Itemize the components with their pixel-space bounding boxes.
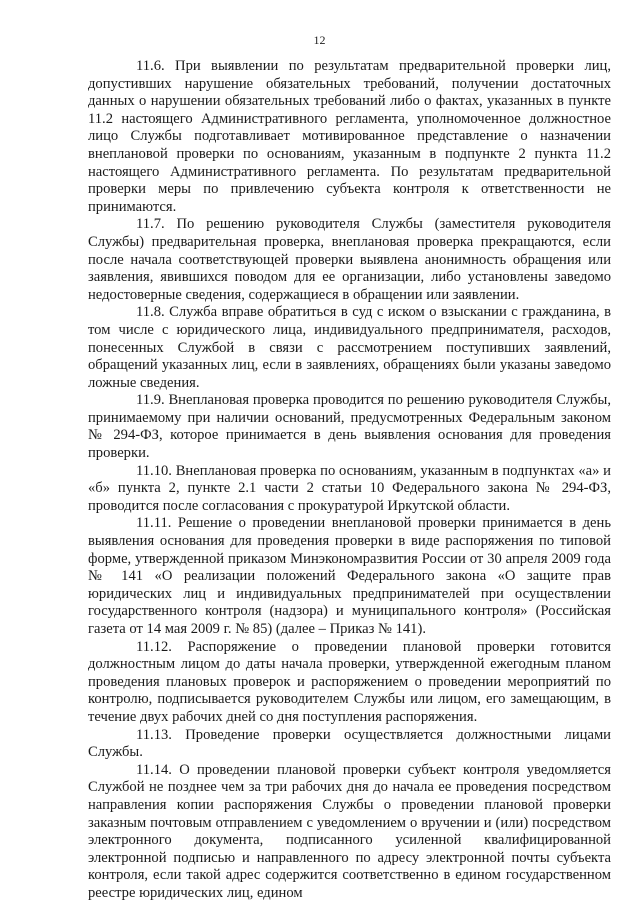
paragraph-11-14: 11.14. О проведении плановой проверки субъект контроля уведомляется Службой не позднее чем за три рабочих дня до начала ее проведения посредством направления копии распоряжения Службы о проведении плановой проверки заказным почтовым отправлением с уведомлением о вручении и (или) посредством электронного документа, подписанного усиленной квалифицированной электронной подписью и направленного по адресу электронной почты субъекта контроля, если такой адрес содержится соответственно в едином государственном реестре юридических лиц, едином [88, 761, 611, 901]
paragraph-11-7: 11.7. По решению руководителя Службы (заместителя руководителя Службы) предварительная проверка, внеплановая проверка прекращаются, если после начала соответствующей проверки выявлена анонимность обращения или заявления, явившихся поводом для ее организации, либо установлены заведомо недостоверные сведения, содержащиеся в обращении или заявлении. [88, 216, 611, 303]
paragraph-11-11: 11.11. Решение о проведении внеплановой проверки принимается в день выявления основания для проведения проверки в виде распоряжения по типовой форме, утвержденной приказом Минэкономразвития России от 30 апреля 2009 года № 141 «О реализации положений Федерального закона «О защите прав юридических лиц и индивидуальных предпринимателей при осуществлении государственного контроля (надзора) и муниципального контроля» (Российская газета от 14 мая 2009 г. № 85) (далее – Приказ № 141). [88, 515, 611, 637]
paragraph-11-8: 11.8. Служба вправе обратиться в суд с иском о взыскании с гражданина, в том числе с юридического лица, индивидуального предпринимателя, расходов, понесенных Службой в связи с рассмотрением поступивших заявлений, обращений указанных лиц, если в заявлениях, обращениях были указаны заведомо ложные сведения. [88, 304, 611, 391]
page-number: 12 [313, 33, 326, 47]
paragraph-11-13: 11.13. Проведение проверки осуществляется должностными лицами Службы. [88, 726, 611, 761]
paragraph-11-9: 11.9. Внеплановая проверка проводится по решению руководителя Службы, принимаемому при наличии оснований, предусмотренных Федеральным законом № 294-ФЗ, которое принимается в день выявления основания для проведения проверки. [88, 392, 611, 462]
paragraph-11-6: 11.6. При выявлении по результатам предварительной проверки лиц, допустивших нарушение обязательных требований, получении достаточных данных о нарушении обязательных требований либо о фактах, указанных в пункте 11.2 настоящего Административного регламента, уполномоченное должностное лицо Службы подготавливает мотивированное представление о назначении внеплановой проверки по основаниям, указанным в подпункте 2 пункта 11.2 настоящего Административного регламента. По результатам предварительной проверки меры по привлечению субъекта контроля к ответственности не принимаются. [88, 58, 611, 215]
paragraph-11-10: 11.10. Внеплановая проверка по основаниям, указанным в подпунктах «а» и «б» пункта 2, пункте 2.1 части 2 статьи 10 Федерального закона № 294-ФЗ, проводится после согласования с прокуратурой Иркутской области. [88, 462, 611, 514]
paragraph-11-12: 11.12. Распоряжение о проведении плановой проверки готовится должностным лицом до даты начала проверки, утвержденной ежегодным планом проведения плановых проверок и распоряжением о проведении мероприятий по контролю, подписывается руководителем Службы или лицом, его замещающим, в течение двух рабочих дней со дня поступления распоряжения. [88, 638, 611, 725]
document-body [88, 58, 611, 903]
